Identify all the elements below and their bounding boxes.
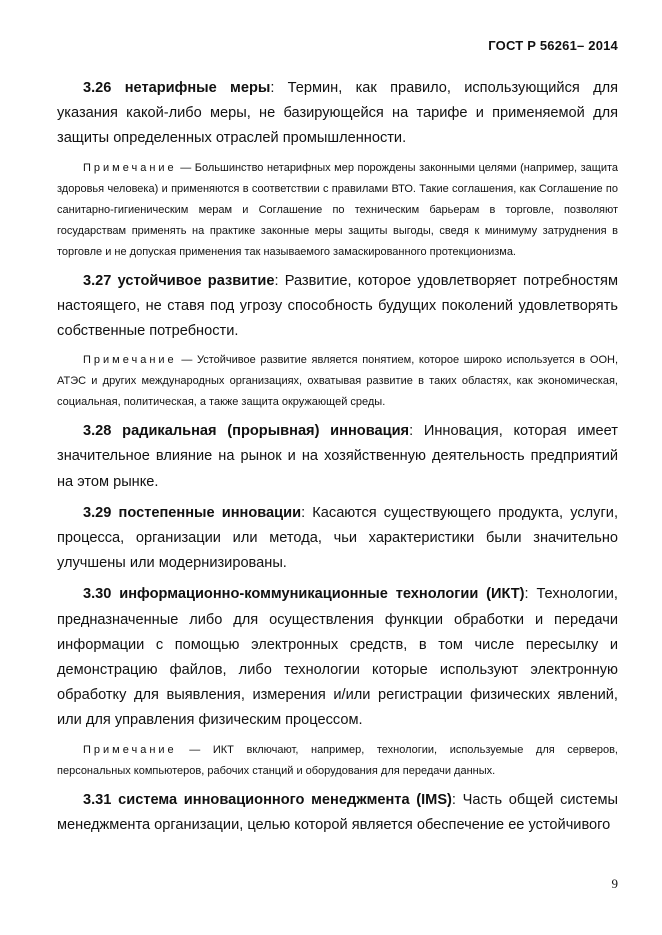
- standard-header: ГОСТ Р 56261– 2014: [488, 38, 618, 53]
- term-name: информационно-коммуникационные технологии (ИКТ): [119, 586, 525, 603]
- note-3-27: [57, 350, 618, 413]
- term-definition: : Инновация, которая имеет значительное влияние на рынок и на хозяйственную деятельность предприятий на этом рынке.: [57, 423, 618, 490]
- note-label: Примечание: [83, 743, 177, 756]
- term-definition: : Развитие, которое удовлетворяет потребностям настоящего, не ставя под угрозу способность будущих поколений удовлетворять собственные потребности.: [57, 272, 618, 340]
- note-text: — ИКТ включают, например, технологии, используемые для серверов, персональных компьютеров, рабочих станций и оборудования для передачи данных.: [57, 743, 618, 777]
- note-label: Примечание: [83, 354, 177, 367]
- term-number: 3.29: [83, 504, 112, 521]
- term-entry-3-27: [57, 269, 618, 345]
- note-text: — Большинство нетарифных мер порождены законными целями (например, защита здоровья человека) и применяются в соответствии с правилами ВТО. Такие соглашения, как Соглашение по санитарно-гигиеническим мерам и Соглашение по техническим барьерам в торговле, позволяют государствам применять на практике законные меры защиты выгоды, сведя к минимуму затруднения в торговле и не допуская применения так называемого замаскированного протекционизма.: [57, 161, 618, 258]
- term-number: 3.30: [83, 586, 112, 603]
- term-number: 3.27: [83, 272, 112, 289]
- term-name: устойчивое развитие: [117, 272, 275, 289]
- note-3-26: [57, 158, 618, 263]
- term-entry-3-26: [57, 76, 618, 152]
- term-name: радикальная (прорывная) инновация: [122, 423, 410, 440]
- term-name: система инновационного менеджмента (IMS): [118, 791, 452, 808]
- term-number: 3.31: [83, 791, 112, 808]
- term-definition: : Технологии, предназначенные либо для осуществления функции обработки и передачи информации с помощью электронных средств, в том числе пересылку и демонстрацию файлов, либо технологии которые используют электронную обработку для выявления, измерения и/или регистрации физических явлений, или для управления физическим процессом.: [57, 586, 618, 729]
- term-definition: : Часть общей системы менеджмента организации, целью которой является обеспечение ее устойчивого: [57, 791, 618, 833]
- note-label: Примечание: [83, 161, 177, 174]
- term-entry-3-31: [57, 788, 618, 838]
- note-text: — Устойчивое развитие является понятием, которое широко используется в ООН, АТЭС и других международных организациях, охватывая развитие в таких областях, как экономическая, социальная, политическая, а также защита окружающей среды.: [57, 354, 618, 409]
- term-name: постепенные инновации: [118, 504, 302, 521]
- term-number: 3.28: [83, 423, 112, 440]
- document-body: [57, 76, 618, 844]
- term-definition: : Термин, как правило, использующийся для указания какой-либо меры, не базирующейся на тарифе и применяемой для защиты определенных отраслей промышленности.: [57, 80, 618, 147]
- page-number: 9: [611, 876, 618, 891]
- term-definition: : Касаются существующего продукта, услуги, процесса, организации или метода, чьи характеристики были значительно улучшены или модернизированы.: [57, 504, 618, 572]
- term-entry-3-28: [57, 419, 618, 495]
- term-entry-3-30: [57, 582, 618, 733]
- term-number: 3.26: [83, 80, 112, 96]
- note-3-30: [57, 740, 618, 782]
- term-name: нетарифные меры: [124, 80, 271, 96]
- term-entry-3-29: [57, 501, 618, 577]
